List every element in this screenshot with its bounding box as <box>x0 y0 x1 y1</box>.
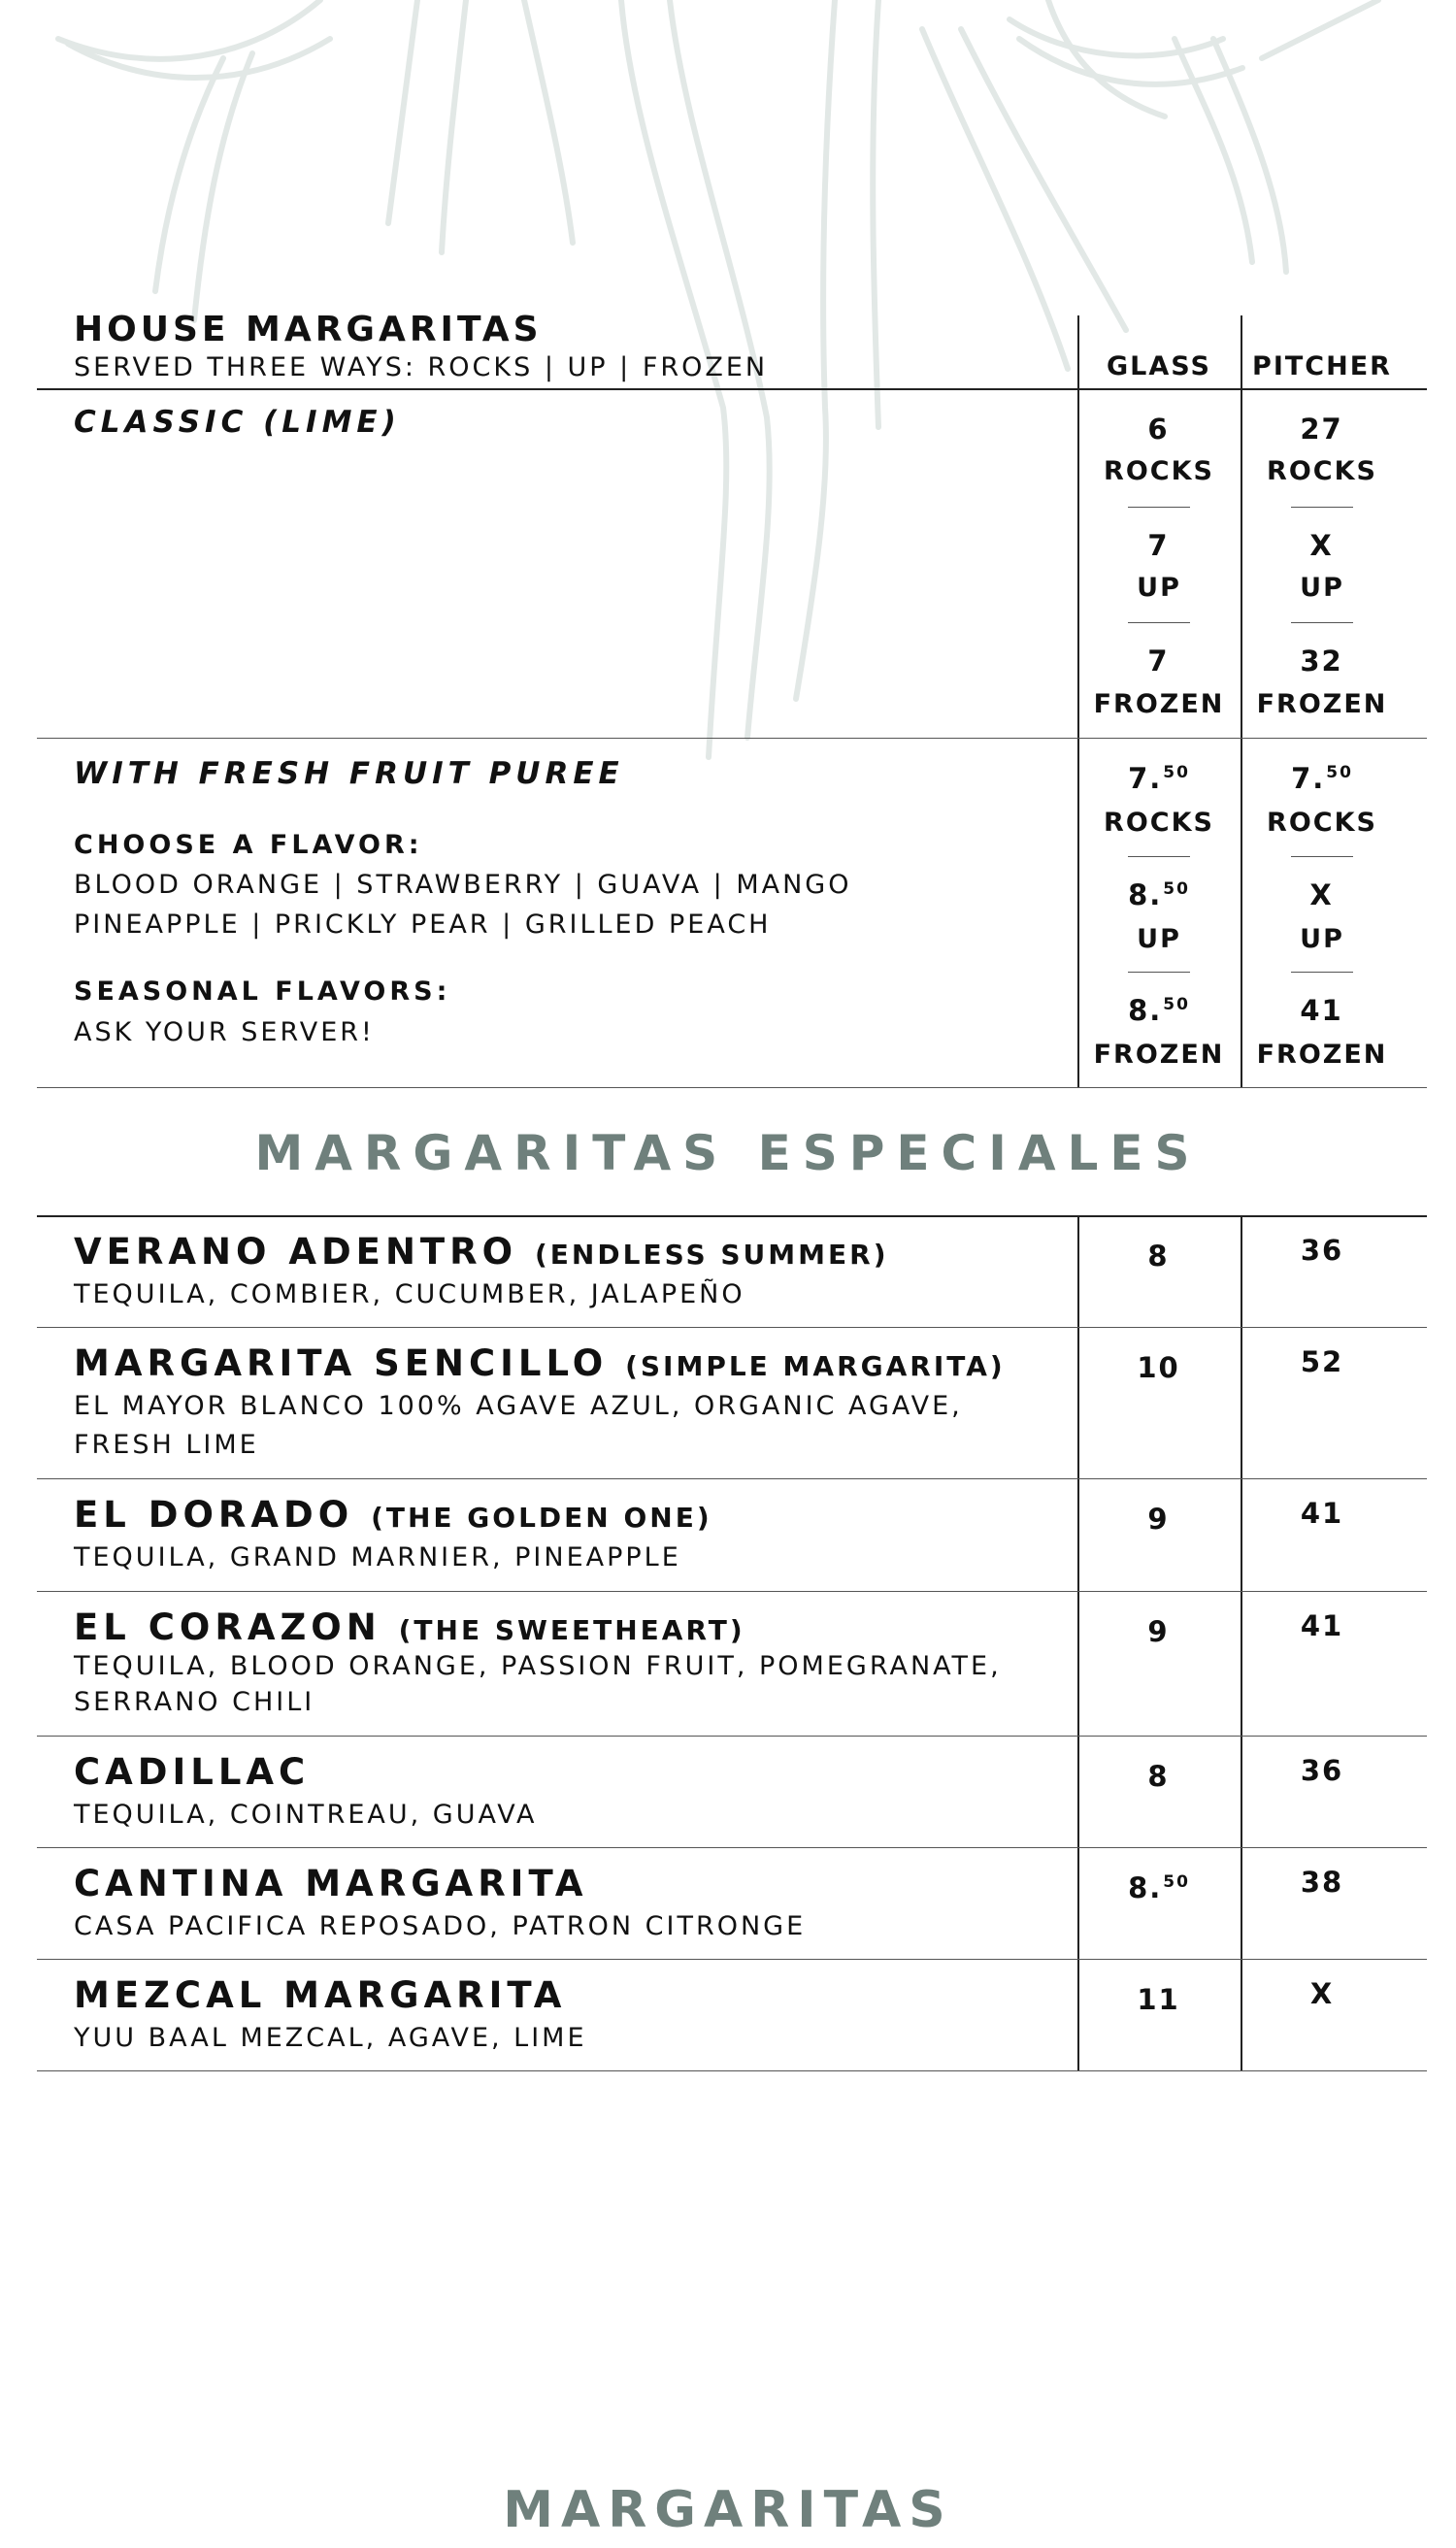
flavors-line-2: PINEAPPLE | PRICKLY PEAR | GRILLED PEACH <box>74 910 772 940</box>
house-margaritas-subtitle: SERVED THREE WAYS: ROCKS | UP | FROZEN <box>74 352 769 382</box>
pitcher-column-header: PITCHER <box>1252 351 1392 381</box>
especial-item-name: CADILLAC <box>74 1751 311 1793</box>
row-divider <box>37 1087 1427 1088</box>
fruit-pitcher-rocks-label: ROCKS <box>1267 808 1377 838</box>
especiales-section-title: MARGARITAS ESPECIALES <box>254 1125 1202 1181</box>
choose-flavor-label: CHOOSE A FLAVOR: <box>74 830 423 860</box>
fruit-glass-frozen-label: FROZEN <box>1093 1040 1225 1070</box>
price-separator <box>1128 507 1190 508</box>
especial-item-desc: YUU BAAL MEZCAL, AGAVE, LIME <box>74 2023 587 2053</box>
glass-column-header: GLASS <box>1107 351 1211 381</box>
price-separator <box>1291 972 1353 973</box>
row-divider <box>37 2070 1427 2071</box>
especial-item-glass-price: 8 <box>1147 1760 1170 1793</box>
especial-item-pitcher-price: 52 <box>1300 1345 1344 1378</box>
especial-item-glass-price: 10 <box>1137 1351 1180 1384</box>
especial-item-name: CANTINA MARGARITA <box>74 1863 588 1904</box>
row-divider <box>37 1847 1427 1848</box>
row-divider <box>37 1959 1427 1960</box>
especial-item-name: MEZCAL MARGARITA <box>74 1974 567 2016</box>
especial-item-desc: TEQUILA, COMBIER, CUCUMBER, JALAPEÑO <box>74 1279 745 1309</box>
especial-item-pitcher-price: X <box>1309 1977 1335 2010</box>
price-separator <box>1291 507 1353 508</box>
especial-item-pitcher-price: 36 <box>1300 1234 1344 1267</box>
classic-lime-title: CLASSIC (LIME) <box>74 405 401 440</box>
especial-item-glass-price: 8.50 <box>1128 1871 1190 1904</box>
classic-pitcher-frozen-price: 32 <box>1300 645 1343 678</box>
fruit-glass-up-label: UP <box>1137 924 1181 954</box>
row-divider <box>37 1478 1427 1479</box>
especial-item-desc: EL MAYOR BLANCO 100% AGAVE AZUL, ORGANIC AGAVE, FRESH LIME <box>74 1391 963 1460</box>
row-divider <box>37 1591 1427 1592</box>
price-separator <box>1291 622 1353 623</box>
seasonal-flavors-text: ASK YOUR SERVER! <box>74 1017 375 1047</box>
fruit-glass-frozen-price: 8.50 <box>1128 994 1190 1027</box>
classic-glass-up-label: UP <box>1137 573 1181 603</box>
especiales-top-divider <box>37 1215 1427 1217</box>
fruit-pitcher-frozen-price: 41 <box>1300 994 1343 1027</box>
flavors-line-1: BLOOD ORANGE | STRAWBERRY | GUAVA | MANGO <box>74 870 852 900</box>
price-separator <box>1291 856 1353 857</box>
especial-item-name: EL CORAZON (THE SWEETHEART) <box>74 1606 745 1648</box>
fruit-pitcher-rocks-price: 7.50 <box>1291 762 1353 795</box>
fruit-pitcher-up-price: X <box>1309 878 1334 911</box>
fruit-pitcher-up-label: UP <box>1300 924 1344 954</box>
fruit-glass-up-price: 8.50 <box>1128 878 1190 911</box>
especial-item-pitcher-price: 36 <box>1300 1754 1344 1787</box>
classic-pitcher-rocks-label: ROCKS <box>1267 456 1377 486</box>
seasonal-flavors-label: SEASONAL FLAVORS: <box>74 976 451 1007</box>
price-separator <box>1128 972 1190 973</box>
classic-pitcher-up-label: UP <box>1300 573 1344 603</box>
fruit-pitcher-frozen-label: FROZEN <box>1256 1040 1388 1070</box>
especial-item-desc: CASA PACIFICA REPOSADO, PATRON CITRONGE <box>74 1911 807 1941</box>
row-divider <box>37 1736 1427 1737</box>
especial-item-desc: TEQUILA, GRAND MARNIER, PINEAPPLE <box>74 1542 681 1572</box>
classic-pitcher-up-price: X <box>1309 529 1334 562</box>
especial-item-desc: TEQUILA, BLOOD ORANGE, PASSION FRUIT, POMEGRANATE, SERRANO CHILI <box>74 1651 1002 1717</box>
fruit-glass-rocks-price: 7.50 <box>1128 762 1190 795</box>
price-separator <box>1128 856 1190 857</box>
classic-pitcher-rocks-price: 27 <box>1300 413 1343 446</box>
row-divider <box>37 738 1427 739</box>
row-divider <box>37 1327 1427 1328</box>
especial-item-pitcher-price: 38 <box>1300 1866 1344 1899</box>
especial-item-glass-price: 9 <box>1147 1503 1170 1536</box>
especial-item-name: EL DORADO (THE GOLDEN ONE) <box>74 1494 712 1536</box>
classic-pitcher-frozen-label: FROZEN <box>1256 689 1388 719</box>
fruit-glass-rocks-label: ROCKS <box>1104 808 1214 838</box>
classic-glass-frozen-label: FROZEN <box>1093 689 1225 719</box>
especial-item-glass-price: 8 <box>1147 1240 1170 1273</box>
header-divider <box>37 388 1427 390</box>
classic-glass-up-price: 7 <box>1147 529 1170 562</box>
especial-item-pitcher-price: 41 <box>1300 1497 1344 1530</box>
classic-glass-rocks-label: ROCKS <box>1104 456 1214 486</box>
margaritas-footer-title: MARGARITAS <box>503 2481 953 2539</box>
house-margaritas-title: HOUSE MARGARITAS <box>74 310 543 349</box>
classic-glass-rocks-price: 6 <box>1147 413 1170 446</box>
fresh-fruit-title: WITH FRESH FRUIT PUREE <box>74 756 624 791</box>
especial-item-glass-price: 11 <box>1137 1983 1180 2016</box>
classic-glass-frozen-price: 7 <box>1147 645 1170 678</box>
especial-item-name: VERANO ADENTRO (ENDLESS SUMMER) <box>74 1231 889 1273</box>
price-separator <box>1128 622 1190 623</box>
especial-item-name: MARGARITA SENCILLO (SIMPLE MARGARITA) <box>74 1342 1006 1384</box>
especial-item-pitcher-price: 41 <box>1300 1609 1344 1642</box>
especial-item-glass-price: 9 <box>1147 1615 1170 1648</box>
especial-item-desc: TEQUILA, COINTREAU, GUAVA <box>74 1800 538 1830</box>
